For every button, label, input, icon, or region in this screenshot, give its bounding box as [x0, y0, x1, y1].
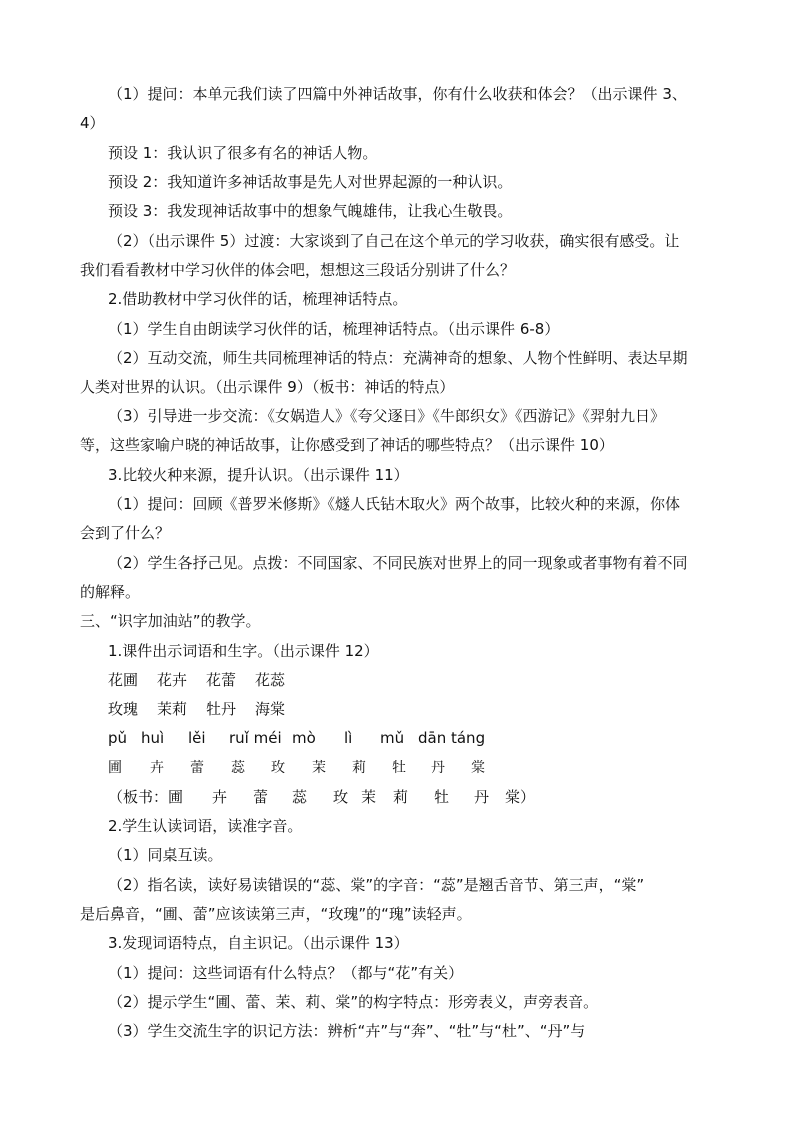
board-text: 玫 — [333, 788, 349, 806]
character: 茉 — [312, 760, 326, 776]
word: 玫瑰 — [108, 700, 139, 718]
pinyin: dān táng — [418, 729, 486, 747]
character: 卉 — [150, 760, 164, 776]
paragraph-line: （2）互动交流，师生共同梳理神话的特点：充满神奇的想象、人物个性鲜明、表达早期 — [108, 349, 688, 367]
word: 花圃 — [108, 671, 139, 689]
word-list-row — [0, 699, 794, 719]
pinyin-row — [0, 728, 794, 748]
board-text: 莉 — [393, 788, 409, 806]
pinyin: lì — [344, 729, 353, 747]
paragraph-line: 4） — [80, 114, 105, 132]
pinyin: mò — [292, 729, 316, 747]
paragraph-line: （1）学生自由朗读学习伙伴的话，梳理神话特点。（出示课件 6-8） — [108, 320, 560, 338]
section-heading: 2.借助教材中学习伙伴的话，梳理神话特点。 — [108, 290, 408, 308]
character: 蕾 — [190, 760, 204, 776]
paragraph-line: 是后鼻音，“圃、蕾”应该读第三声，“玫瑰”的“瑰”读轻声。 — [80, 905, 472, 923]
section-heading: 1.课件出示词语和生字。（出示课件 12） — [108, 642, 379, 660]
board-row — [0, 787, 794, 807]
paragraph-line: 的解释。 — [80, 583, 141, 601]
paragraph-line: （1）提问：这些词语有什么特点？（都与“花”有关） — [108, 964, 464, 982]
board-text: 蕾 — [253, 788, 269, 806]
board-text: 茉 — [361, 788, 377, 806]
board-text: 卉 — [212, 788, 228, 806]
paragraph-line: （2）（出示课件 5）过渡：大家谈到了自己在这个单元的学习收获，确实很有感受。让 — [108, 232, 680, 250]
character: 牡 — [392, 760, 406, 776]
character: 莉 — [352, 760, 366, 776]
pinyin: ruǐ méi — [229, 729, 282, 747]
paragraph-line: （2）学生各抒己见。点拨：不同国家、不同民族对世界上的同一现象或者事物有着不同 — [108, 554, 688, 572]
character-row — [0, 758, 794, 778]
paragraph-line: （2）提示学生“圃、蕾、茉、莉、棠”的构字特点：形旁表义，声旁表音。 — [108, 993, 599, 1011]
character: 玫 — [271, 760, 285, 776]
paragraph-line: （1）提问：本单元我们读了四篇中外神话故事，你有什么收获和体会？（出示课件 3、 — [108, 85, 687, 103]
section-heading: 3.比较火种来源，提升认识。（出示课件 11） — [108, 466, 409, 484]
character: 蕊 — [231, 760, 245, 776]
paragraph-line: 预设 3：我发现神话故事中的想象气魄雄伟，让我心生敬畏。 — [108, 202, 513, 220]
word-list-row — [0, 670, 794, 690]
word: 花卉 — [157, 671, 188, 689]
board-text: 牡 — [434, 788, 450, 806]
paragraph-line: 我们看看教材中学习伙伴的体会吧，想想这三段话分别讲了什么？ — [80, 261, 516, 279]
character: 棠 — [471, 760, 485, 776]
pinyin: lěi — [188, 729, 206, 747]
word: 茉莉 — [157, 700, 188, 718]
word: 海棠 — [255, 700, 286, 718]
word: 花蕊 — [255, 671, 286, 689]
paragraph-line: 等，这些家喻户晓的神话故事，让你感受到了神话的哪些特点？（出示课件 10） — [80, 436, 614, 454]
word: 花蕾 — [206, 671, 237, 689]
paragraph-line: 预设 2：我知道许多神话故事是先人对世界起源的一种认识。 — [108, 173, 513, 191]
paragraph-line: （1）提问：回顾《普罗米修斯》《燧人氏钻木取火》两个故事，比较火种的来源，你体 — [108, 495, 681, 513]
paragraph-line: （1）同桌互读。 — [108, 846, 223, 864]
pinyin: huì — [141, 729, 165, 747]
pinyin: mǔ — [380, 729, 405, 747]
paragraph-line: 预设 1：我认识了很多有名的神话人物。 — [108, 144, 378, 162]
section-heading: 3.发现词语特点，自主识记。（出示课件 13） — [108, 934, 409, 952]
chapter-heading: 三、“识字加油站”的教学。 — [80, 612, 261, 630]
paragraph-line: （3）学生交流生字的识记方法：辨析“卉”与“奔”、“牡”与“杜”、“丹”与 — [108, 1022, 586, 1040]
paragraph-line: 人类对世界的认识。（出示课件 9）（板书：神话的特点） — [80, 378, 455, 396]
paragraph-line: （3）引导进一步交流：《女娲造人》《夸父逐日》《牛郎织女》《西游记》《羿射九日》 — [108, 407, 666, 425]
paragraph-line: （2）指名读，读好易读错误的“蕊、棠”的字音：“蕊”是翘舌音节、第三声，“棠” — [108, 876, 645, 894]
pinyin: pǔ — [108, 729, 128, 747]
character: 丹 — [431, 760, 445, 776]
board-text: （板书：圃 — [108, 788, 184, 806]
board-text: 棠） — [505, 788, 536, 806]
section-heading: 2.学生认读词语，读准字音。 — [108, 817, 303, 835]
character: 圃 — [108, 760, 122, 776]
board-text: 丹 — [474, 788, 490, 806]
word: 牡丹 — [206, 700, 237, 718]
board-text: 蕊 — [292, 788, 308, 806]
paragraph-line: 会到了什么？ — [80, 524, 171, 542]
